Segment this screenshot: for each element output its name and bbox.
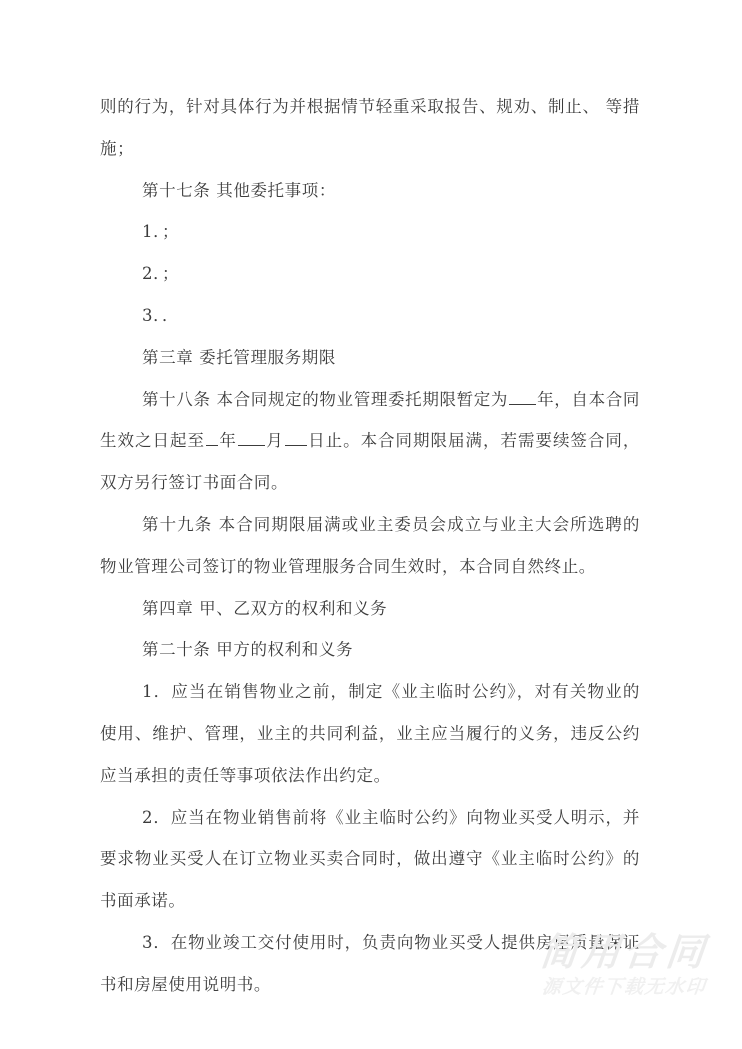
paragraph-continued-measures: 则的行为，针对具体行为并根据情节轻重采取报告、规劝、制止、 等措施； [100, 97, 640, 158]
paragraph-article-20-item-3: 3．在物业竣工交付使用时，负责向物业买受人提供房屋质量保证书和房屋使用说明书。 [100, 932, 640, 994]
paragraph-article-20-item-2: 2．应当在物业销售前将《业主临时公约》向物业买受人明示，并要求物业买受人在订立物业买卖合同时，做出遵守《业主临时公约》的书面承诺。 [100, 807, 640, 911]
paragraph-item-3: 3．． [142, 305, 180, 325]
article-18-text-segment: 第十八条 本合同规定的物业管理委托期限暂定为 [142, 389, 509, 409]
paragraph-article-18 [100, 379, 640, 504]
paragraph-article-19: 第十九条 本合同期限届满或业主委员会成立与业主大会所选聘的物业管理公司签订的物业管理服务合同生效时，本合同自然终止。 [100, 514, 640, 576]
watermark-brand-text: 简用合同 [537, 929, 711, 974]
paragraph-article-17-heading: 第十七条 其他委托事项： [142, 180, 336, 200]
fill-in-blank[interactable] [285, 430, 307, 446]
fill-in-blank[interactable] [238, 430, 265, 446]
watermark-subtitle-text: 源文件下载无水印 [540, 976, 708, 999]
paragraph-article-20-heading: 第二十条 甲方的权利和义务 [142, 640, 354, 660]
paragraph-item-1: 1．； [142, 222, 180, 242]
fill-in-blank[interactable] [509, 388, 536, 404]
paragraph-item-2: 2．； [142, 264, 180, 284]
paragraph-chapter-4-heading: 第四章 甲、乙双方的权利和义务 [142, 598, 388, 618]
document-text-body [100, 86, 640, 1006]
paragraph-article-20-item-1: 1．应当在销售物业之前，制定《业主临时公约》，对有关物业的使用、维护、管理，业主的共同利益，业主应当履行的义务，违反公约应当承担的责任等事项依法作出约定。 [100, 682, 640, 785]
article-18-text-segment: 年，自本合同生效之日起至 [100, 389, 640, 451]
fill-in-blank[interactable] [206, 430, 218, 446]
article-18-text-segment: 日止。本合同期限届满，若需要续签合同，双方另行签订书面合同。 [100, 431, 640, 493]
paragraph-chapter-3-heading: 第三章 委托管理服务期限 [142, 347, 336, 367]
article-18-text-segment: 月 [265, 431, 284, 451]
article-18-text-segment: 年 [218, 431, 237, 451]
